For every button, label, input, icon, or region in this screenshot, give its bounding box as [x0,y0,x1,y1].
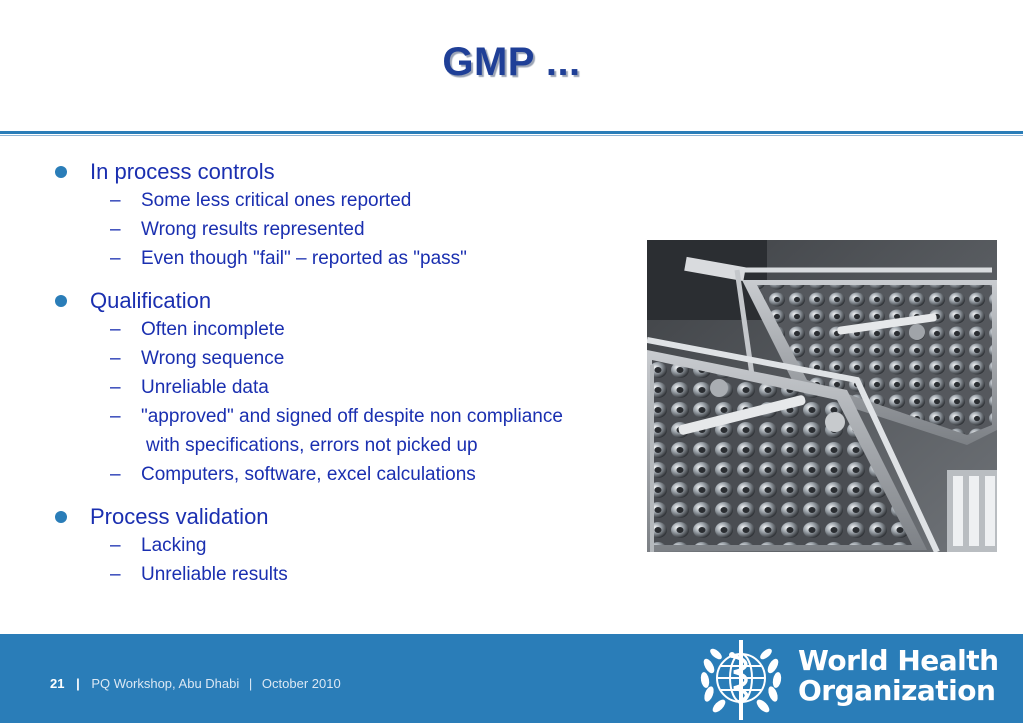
who-logo-text [798,646,999,706]
bullet-item [53,287,643,315]
sub-bullet [53,560,643,589]
bullet-label: In process controls [90,159,275,184]
bullet-dot-icon [55,295,67,307]
dash-icon: – [110,377,121,398]
slide-body [53,158,643,589]
sub-bullet-text: Even though "fail" – reported as "pass" [141,248,467,269]
footer-text [50,676,341,691]
sub-bullet-text: Wrong results represented [141,219,365,240]
vial-trays-photo [647,240,997,552]
sub-bullet [53,344,643,373]
sub-bullet [53,186,643,215]
bullet-dot-icon [55,511,67,523]
bullet-label: Process validation [90,504,269,529]
dash-icon: – [110,464,121,485]
sub-bullet [53,315,643,344]
bullet-group-process-validation [53,503,643,589]
sub-bullet [53,531,643,560]
bullet-item [53,158,643,186]
sub-bullet-text: Lacking [141,535,207,556]
footer-event: PQ Workshop, Abu Dhabi [91,676,240,691]
sub-bullet-text: "approved" and signed off despite non compliance [141,406,563,427]
footer-inner-separator: | [248,676,253,691]
dash-icon: – [110,248,121,269]
title-divider [0,131,1023,134]
bullet-label: Qualification [90,288,212,313]
sub-bullet-text: Unreliable results [141,564,288,585]
bullet-item [53,503,643,531]
sub-bullet [53,215,643,244]
slide-title: GMP ... [442,40,581,84]
who-emblem-svg [694,636,788,722]
bullet-dot-icon [55,166,67,178]
sub-bullet [53,373,643,402]
sub-bullet-text: Unreliable data [141,377,269,398]
dash-icon: – [110,319,121,340]
sub-bullet-text: Some less critical ones reported [141,190,412,211]
vial-trays-image [647,240,997,552]
dash-icon: – [110,219,121,240]
sub-bullet-text: Computers, software, excel calculations [141,464,476,485]
title-divider-thin [0,135,1023,136]
footer-date: October 2010 [261,676,341,691]
bullet-group-qualification [53,287,643,489]
sub-bullet [53,244,643,273]
sub-bullet [53,402,643,431]
dash-icon: – [110,348,121,369]
dash-icon: – [110,535,121,556]
who-emblem-icon [694,636,788,722]
sub-bullet-continuation: with specifications, errors not picked up [146,435,478,456]
page-number: 21 [50,676,65,691]
dash-icon: – [110,190,121,211]
dash-icon: – [110,564,121,585]
footer-separator: | [76,676,80,691]
sub-bullet [53,460,643,489]
who-logo-line1: World Health [798,644,999,677]
sub-bullet-text: Wrong sequence [141,348,285,369]
bullet-group-in-process [53,158,643,273]
sub-bullet-text: Often incomplete [141,319,285,340]
dash-icon: – [110,406,121,427]
who-logo-line2: Organization [798,674,996,707]
